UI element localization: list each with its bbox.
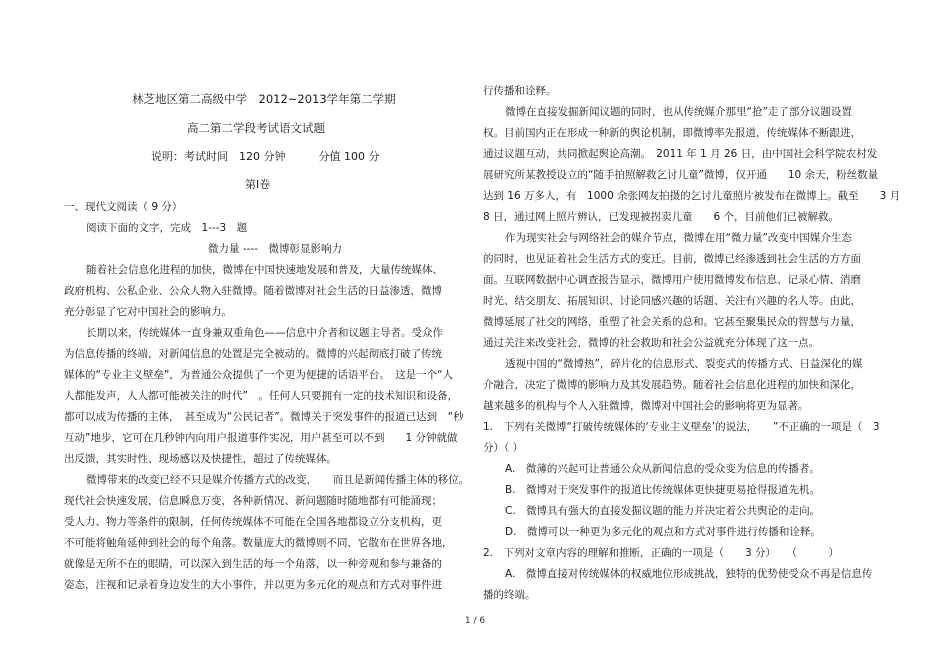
right-line: 微博在直接发掘新闻议题的同时，也从传统媒介那里“抢”走了部分议题设置	[505, 106, 852, 118]
right-line: 展研究所某教授设立的“随手拍照解救乞讨儿童”微博，仅开通 10 余天，粉丝数量	[483, 169, 879, 181]
option-b: B. 微博对于突发事件的报道比传统媒体更快捷更易抢得报道先机。	[505, 484, 821, 496]
right-line: 面。互联网数据中心调查报告显示，微博用户使用微博发布信息、记录心情、消磨	[483, 274, 861, 286]
left-line: 政府机构、公私企业、公众人物入驻微博。随着微博对社会生活的日益渗透，微博	[64, 285, 442, 297]
left-line: 出反馈，其实时性、现场感以及快捷性，超过了传统媒体。	[64, 453, 337, 465]
option-d: D. 微博可以一种更为多元化的观点和方式对事件进行传播和诠释。	[505, 526, 821, 538]
left-line: 姿态，注视和记录着身边发生的大小事件，并以更为多元化的观点和方式对事件进	[64, 579, 442, 591]
article-title: 微力量 ---- 微博彰显影响力	[208, 243, 342, 255]
right-line: 通过议题互动，共同掀起舆论高潮。 2011 年 1 月 26 日，由中国社会科学院农村发	[483, 148, 878, 160]
right-line: 越来越多的机构与个人入驻微博，微博对中国社会的影响将更为显著。	[483, 400, 809, 412]
left-line: 随着社会信息化进程的加快，微博在中国快速地发展和普及，大量传统媒体、	[86, 264, 443, 276]
right-line: 透视中国的“微博热”，碎片化的信息形式、裂变式的传播方式、日益深化的媒	[505, 358, 863, 370]
left-line: 都可以成为传播的主体， 甚至成为“公民记者”。微博关于突发事件的报道已达到 “秒	[64, 411, 464, 423]
right-line: 8 日，通过网上照片辨认，已发现被拐卖儿童 6 个，目前他们已被解救。	[483, 211, 840, 223]
right-line: 介融合，决定了微博的影响力及其发展趋势。随着社会信息化进程的加快和深化，	[483, 379, 861, 391]
question-2: 2. 下列对文章内容的理解和推断，正确的一项是（ 3 分） （ ）	[483, 547, 840, 559]
left-line: 就像是无所不在的眼睛，可以深入到生活的每一个角落，以一种旁观和参与兼备的	[64, 558, 442, 570]
right-line: 时光、结交朋友、拓展知识、讨论同感兴趣的话题、关注有兴趣的名人等。由此，	[483, 295, 861, 307]
right-line: 微博延展了社交的网络，重塑了社会关系的总和。它甚至聚集民众的智慧与力量，	[483, 316, 861, 328]
right-line: 作为现实社会与网络社会的媒介节点，微博在用“微力量”改变中国媒介生态	[505, 232, 852, 244]
reading-instruction: 阅读下面的文字，完成 1---3 题	[86, 222, 248, 234]
right-line: 通过关注来改变社会，微博的社会救助和社会公益就充分体现了这一点。	[483, 337, 819, 349]
option-c: C. 微博具有强大的直接发掘议题的能力并决定着公共舆论的走向。	[505, 505, 821, 517]
right-line: 行传播和诠释。	[483, 85, 557, 97]
option-a: A. 微薄的兴起可让普通公众从新闻信息的受众变为信息的传播者。	[505, 463, 820, 475]
left-line: 互动”地步，它可在几秒钟内向用户报道事件实况，用户甚至可以不到 1 分钟就做	[64, 432, 458, 444]
question-1: 1. 下列有关微博“打破传统媒体的‘专业主义壁垒’的说法， ”不正确的一项是（ 3	[483, 421, 880, 433]
left-line: 受人力、物力等条件的限制，任何传统媒体不可能在全国各地都设立分支机构，更	[64, 516, 442, 528]
left-line: 人都能发声，人人都可能被关注的时代” 。任何人只要拥有一定的技术知识和设备，	[64, 390, 458, 402]
right-line: 达到 16 万多人，有 1000 余张网友拍摄的乞讨儿童照片被发布在微博上。截至 3 月	[483, 190, 901, 202]
question-1-cont: 分）（ ）	[483, 442, 524, 454]
left-line: 充分彰显了它对中国社会的影响力。	[64, 306, 232, 318]
left-line: 现代社会快速发展，信息瞬息万变，各种新情况、新问题随时随地都有可能涌现；	[64, 495, 442, 507]
left-line: 媒体的“专业主义壁垒”，为普通公众提供了一个更为便捷的话语平台。 这是一个“人	[64, 369, 454, 381]
right-line: 的同时，也见证着社会生活方式的变迁。目前，微博已经渗透到社会生活的方方面	[483, 253, 861, 265]
volume-heading: 第Ⅰ卷	[245, 178, 271, 191]
section-heading: 一、现代文阅读（ 9 分）	[64, 201, 183, 213]
option-a: A. 微博直接对传统媒体的权威地位形成挑战，独特的优势使受众不再是信息传	[505, 568, 873, 580]
exam-info: 说明：考试时间 120 分钟 分值 100 分	[151, 150, 380, 163]
left-line: 为信息传播的终端，对新闻信息的处置是完全被动的。微博的兴起彻底打破了传统	[64, 348, 442, 360]
page-number: 1 / 6	[464, 616, 486, 626]
left-line: 不可能将触角延伸到社会的每个角落。数量庞大的微博则不同，它散布在世界各地，	[64, 537, 453, 549]
left-line: 微博带来的改变已经不只是媒介传播方式的改变， 而且是新闻传播主体的移位。	[86, 474, 470, 486]
exam-title: 林芝地区第二高级中学 2012~2013学年第二学期	[132, 92, 396, 106]
exam-subtitle: 高二第二学段考试语文试题	[187, 121, 325, 135]
right-line: 权。目前国内正在形成一种新的舆论机制，即微博率先报道，传统媒体不断跟进，	[483, 127, 861, 139]
option-a-cont: 播的终端。	[483, 589, 536, 601]
left-line: 长期以来，传统媒体一直身兼双重角色——信息中介者和议题主导者。受众作	[86, 327, 443, 339]
